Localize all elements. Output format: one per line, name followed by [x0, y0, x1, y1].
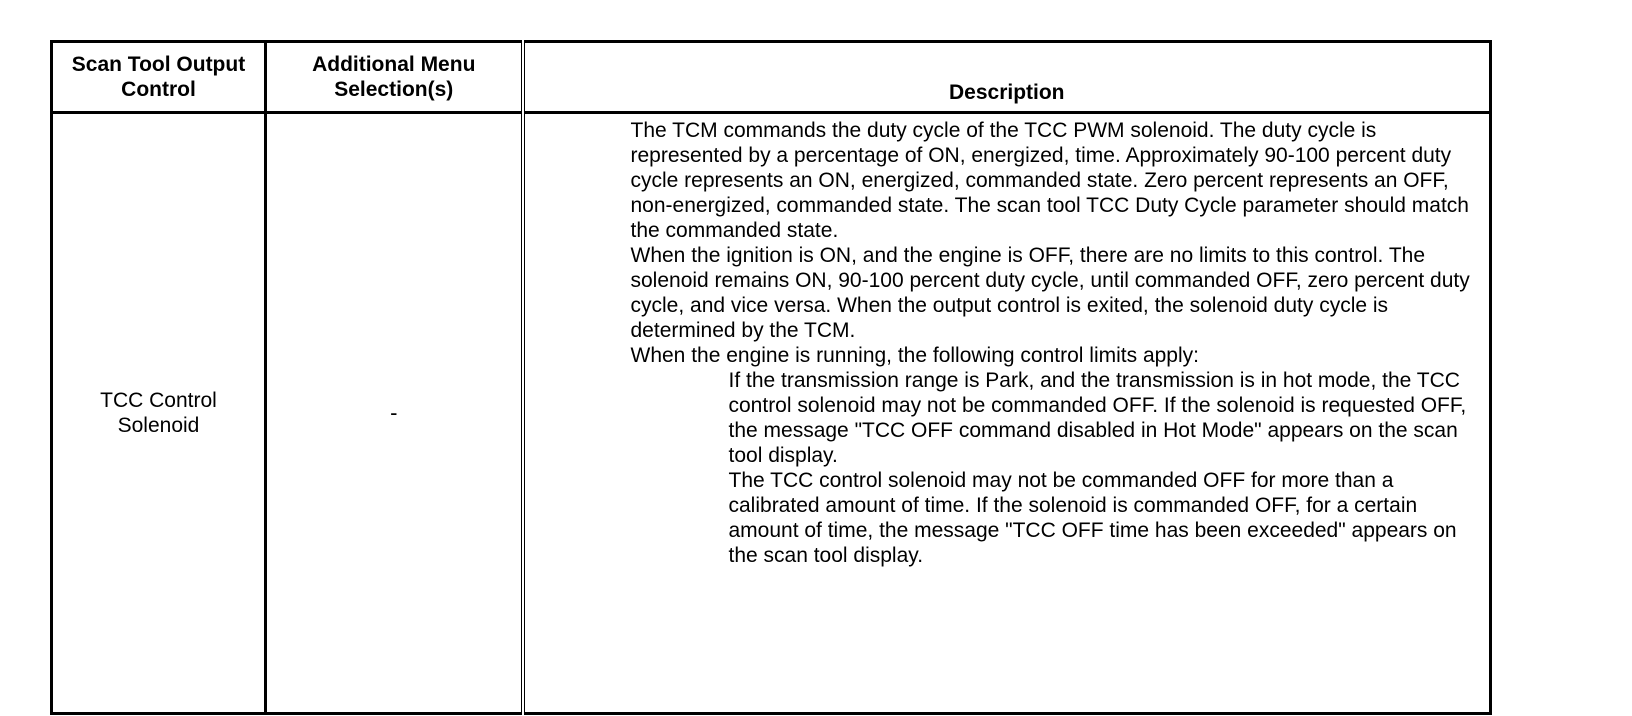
- table-header-row: [52, 42, 1491, 113]
- table-row: [52, 113, 1491, 714]
- header-scan-tool-output-control: Scan Tool Output Control: [52, 42, 266, 113]
- description-paragraph-engine-running: When the engine is running, the following control limits apply:: [630, 344, 1199, 367]
- control-limit-hot-mode: If the transmission range is Park, and the transmission is in hot mode, the TCC control solenoid may not be commanded OFF. If the solenoid is requested OFF, the message "TCC OFF command disabled in Hot Mode" appears on the scan tool display.: [728, 369, 1467, 467]
- menu-selection-value: -: [390, 400, 398, 425]
- output-control-table: [50, 40, 1492, 715]
- header-additional-menu-selections: Additional Menu Selection(s): [266, 42, 523, 113]
- description-paragraph-ignition-on: When the ignition is ON, and the engine is OFF, there are no limits to this control. The solenoid remains ON, 90-100 percent duty cycle, until commanded OFF, zero percent duty cycle, and vice versa. When the output control is exited, the solenoid duty cycle is determined by the TCM.: [630, 244, 1470, 342]
- control-name-cell: [52, 113, 266, 714]
- header-description: Description: [523, 42, 1491, 113]
- description-paragraph-duty-cycle: The TCM commands the duty cycle of the TCC PWM solenoid. The duty cycle is represented by a percentage of ON, energized, time. Approximately 90-100 percent duty cycle represents an ON, energized, commanded state. Zero percent represents an OFF, non-energized, commanded state. The scan tool TCC Duty Cycle parameter should match the commanded state.: [630, 119, 1469, 242]
- menu-selection-cell: [266, 113, 523, 714]
- description-cell: [523, 113, 1491, 714]
- control-name: TCC Control Solenoid: [100, 389, 217, 437]
- control-limit-calibrated-time: The TCC control solenoid may not be commanded OFF for more than a calibrated amount of time. If the solenoid is commanded OFF, for a certain amount of time, the message "TCC OFF time has been exceeded" appears on the scan tool display.: [728, 469, 1457, 567]
